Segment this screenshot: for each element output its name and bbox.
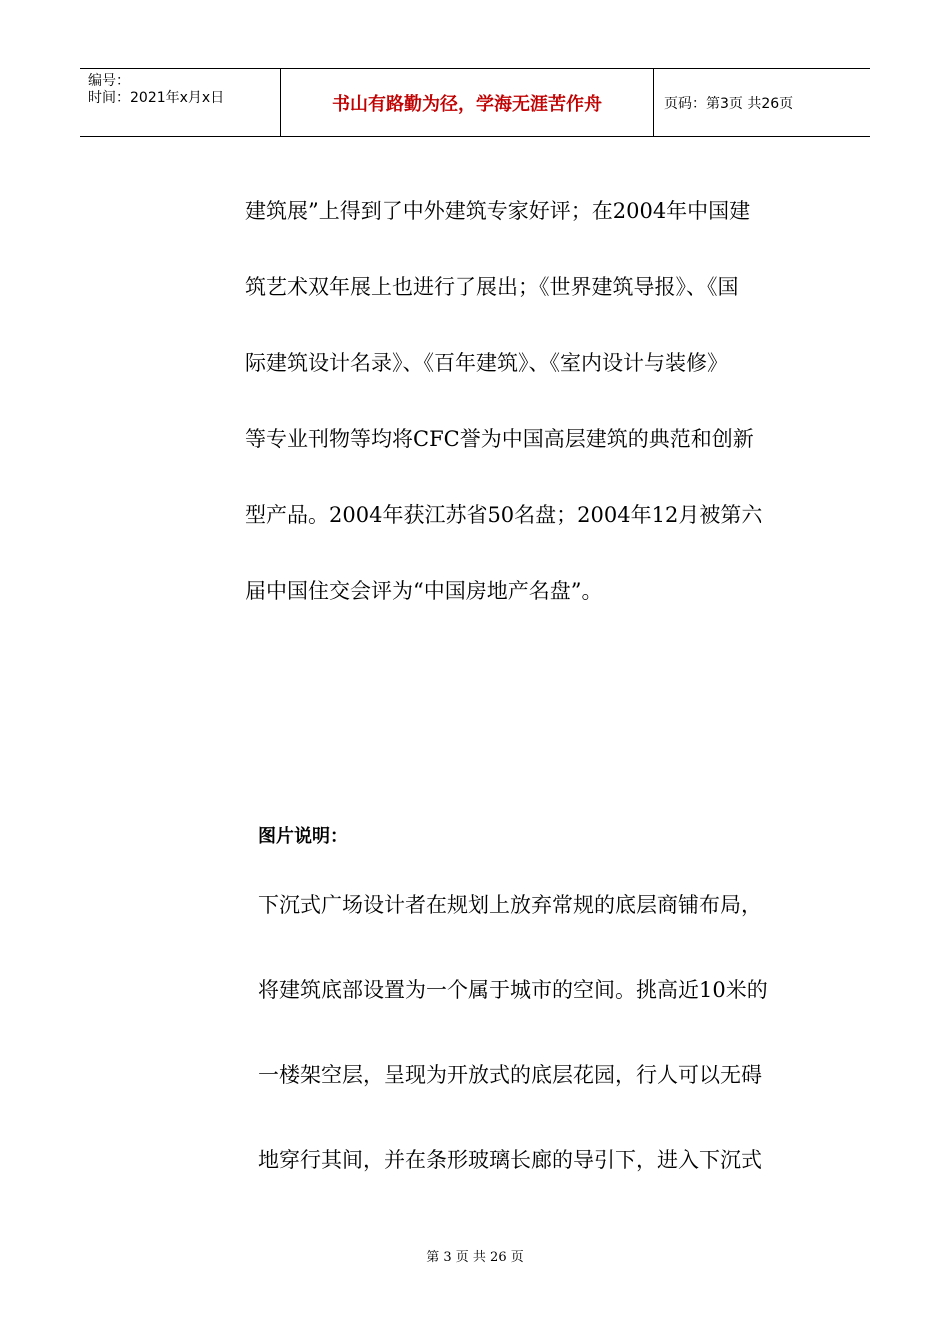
time-label: 时间：2021年x月x日 bbox=[88, 90, 225, 106]
body-paragraph bbox=[245, 198, 810, 654]
body-line: 建筑展”上得到了中外建筑专家好评；在2004年中国建 bbox=[245, 199, 751, 223]
caption-line: 将建筑底部设置为一个属于城市的空间。挑高近10米的 bbox=[258, 978, 768, 1002]
body-line: 际建筑设计名录》、《百年建筑》、《室内设计与装修》 bbox=[245, 351, 728, 375]
header-meta bbox=[80, 69, 281, 136]
header-page-info: 页码：第3页 共26页 bbox=[664, 95, 794, 112]
body-line: 型产品。2004年获江苏省50名盘；2004年12月被第六 bbox=[245, 503, 763, 527]
caption-line: 地穿行其间，并在条形玻璃长廊的导引下，进入下沉式 bbox=[258, 1148, 762, 1172]
header-motto: 书山有路勤为径，学海无涯苦作舟 bbox=[281, 69, 654, 136]
body-line: 筑艺术双年展上也进行了展出；《世界建筑导报》、《国 bbox=[245, 275, 739, 299]
number-label: 编号： bbox=[88, 73, 130, 89]
page-header bbox=[80, 68, 870, 137]
caption-line: 下沉式广场设计者在规划上放弃常规的底层商铺布局， bbox=[258, 893, 762, 917]
caption-paragraph bbox=[258, 892, 768, 1232]
caption-line: 一楼架空层，呈现为开放式的底层花园，行人可以无碍 bbox=[258, 1063, 762, 1087]
body-line: 届中国住交会评为“中国房地产名盘”。 bbox=[245, 579, 603, 603]
page-footer: 第 3 页 共 26 页 bbox=[426, 1250, 524, 1265]
body-line: 等专业刊物等均将CFC誉为中国高层建筑的典范和创新 bbox=[245, 427, 754, 451]
caption-title: 图片说明： bbox=[258, 826, 348, 847]
